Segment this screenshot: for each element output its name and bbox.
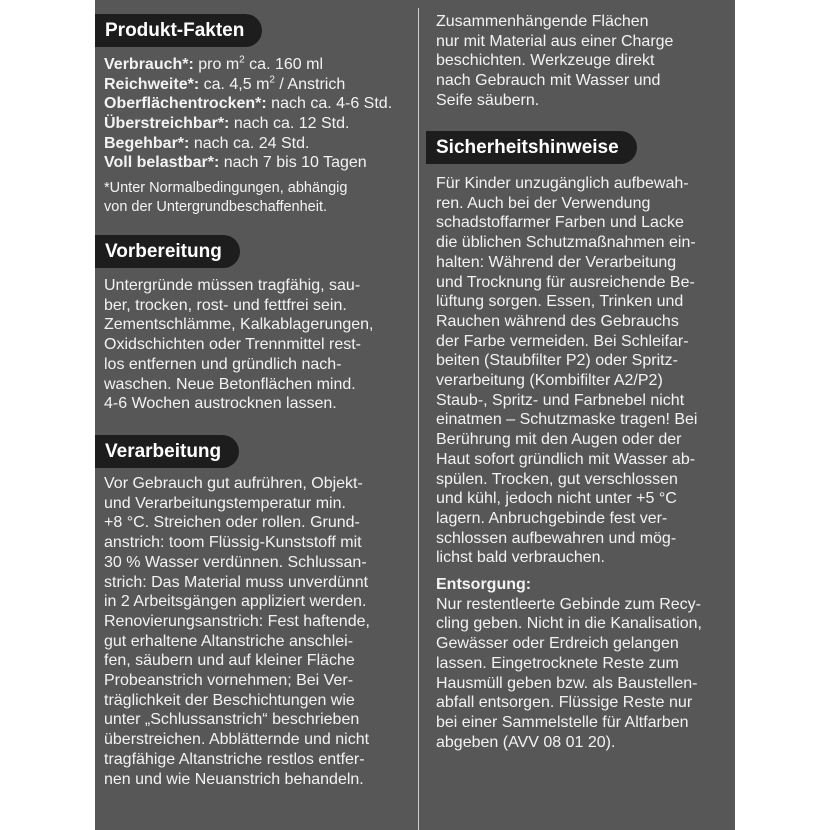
fact-verbrauch: Verbrauch*: pro $m^2$ ca. 160 ml [104,54,323,73]
verarbeitung-text [104,474,414,789]
continuation-body: Zusammenhängende Flächen nur mit Material aus einer Charge beschichten. Werkzeuge direkt nach Gebrauch mit Wasser und Seife säubern. [436,13,674,109]
verarbeitung-body: Vor Gebrauch gut aufrühren, Objekt- und Verarbeitungstemperatur min. +8 °C. Streichen oder rollen. Grund- anstrich: toom Flüssig-Kunststoff mit 30 % Wasser verdünnen. Schlussan- strich: Das Material muss unverdünnt in 2 Arbeitsgängen appliziert werden. Renovierungsanstrich: Fest haftende, gut erhaltene Altanstriche anschlei- fen, säubern und auf kleiner Fläche Probeanstrich vornehmen; Bei Ver- träglichkeit der Beschichtungen wie unter „Schlussanstrich“ beschrieben überstreichen. Abblätternde und nicht tragfähige Altanstriche restlos entfer- nen und wie Neuanstrich behandeln. [104,475,370,788]
continuation-text [436,12,728,111]
column-divider [418,8,419,830]
facts-footnote: *Unter Normalbedingungen, abhängig von der Untergrundbeschaffenheit. [104,180,348,215]
sicherheit-body: Für Kinder unzugänglich aufbewah- ren. Auch bei der Verwendung schadstoffarmer Farben und Lacke die üblichen Schutzmaßnahmen ein- halten: Während der Verarbeitung und Trocknung für ausreichende Be- lüftung sorgen. Essen, Trinken und Rauchen während des Gebrauchs der Farbe vermeiden. Bei Schleifar- beiten (Staubfilter P2) oder Spritz- verarbeitung (Kombifilter A2/P2) Staub-, Spritz- und Farbnebel nicht einatmen – Schutzmaske tragen! Bei Berührung mit den Augen oder der Haut sofort gründlich mit Wasser ab- spülen. Trocken, gut verschlossen und kühl, jedoch nicht unter +5 °C lagern. Anbruchgebinde fest ver- schlossen aufbewahren und mög- lichst bald verbrauchen. [436,175,698,567]
entsorgung-body: Nur restentleerte Gebinde zum Recy- cling geben. Nicht in die Kanalisation, Gewässer oder Erdreich gelangen lassen. Eingetrocknete Reste zum Hausmüll geben bzw. als Baustellen- abfall entsorgen. Flüssige Reste nur bei einer Sammelstelle für Altfarben abgeben (AVV 08 01 20). [436,595,702,751]
entsorgung-heading: Entsorgung: [436,576,532,593]
fact-ueberstreichbar: Überstreichbar*: nach ca. 12 Std. [104,115,350,132]
vorbereitung-text [104,276,414,414]
fact-voll-belastbar: Voll belastbar*: nach 7 bis 10 Tagen [104,154,367,171]
vorbereitung-body: Untergründe müssen tragfähig, sau- ber, trocken, rost- und fettfrei sein. Zementschlämme, Kalkablagerungen, Oxidschichten oder Trennmittel rest- los entfernen und gründlich nach- waschen. Neue Betonflächen mind. 4-6 Wochen austrocknen lassen. [104,277,374,413]
vorbereitung-heading: Vorbereitung [95,235,240,268]
sicherheit-heading: Sicherheitshinweise [426,131,637,164]
fact-oberflaechentrocken: Oberflächentrocken*: nach ca. 4-6 Std. [104,95,393,112]
entsorgung-section [436,575,728,752]
facts-heading: Produkt-Fakten [95,14,262,47]
sicherheit-text [436,174,728,568]
fact-begehbar: Begehbar*: nach ca. 24 Std. [104,135,310,152]
verarbeitung-heading: Verarbeitung [95,435,239,468]
fact-reichweite: Reichweite*: ca. 4,5 $m^2$ / Anstrich [104,74,346,93]
